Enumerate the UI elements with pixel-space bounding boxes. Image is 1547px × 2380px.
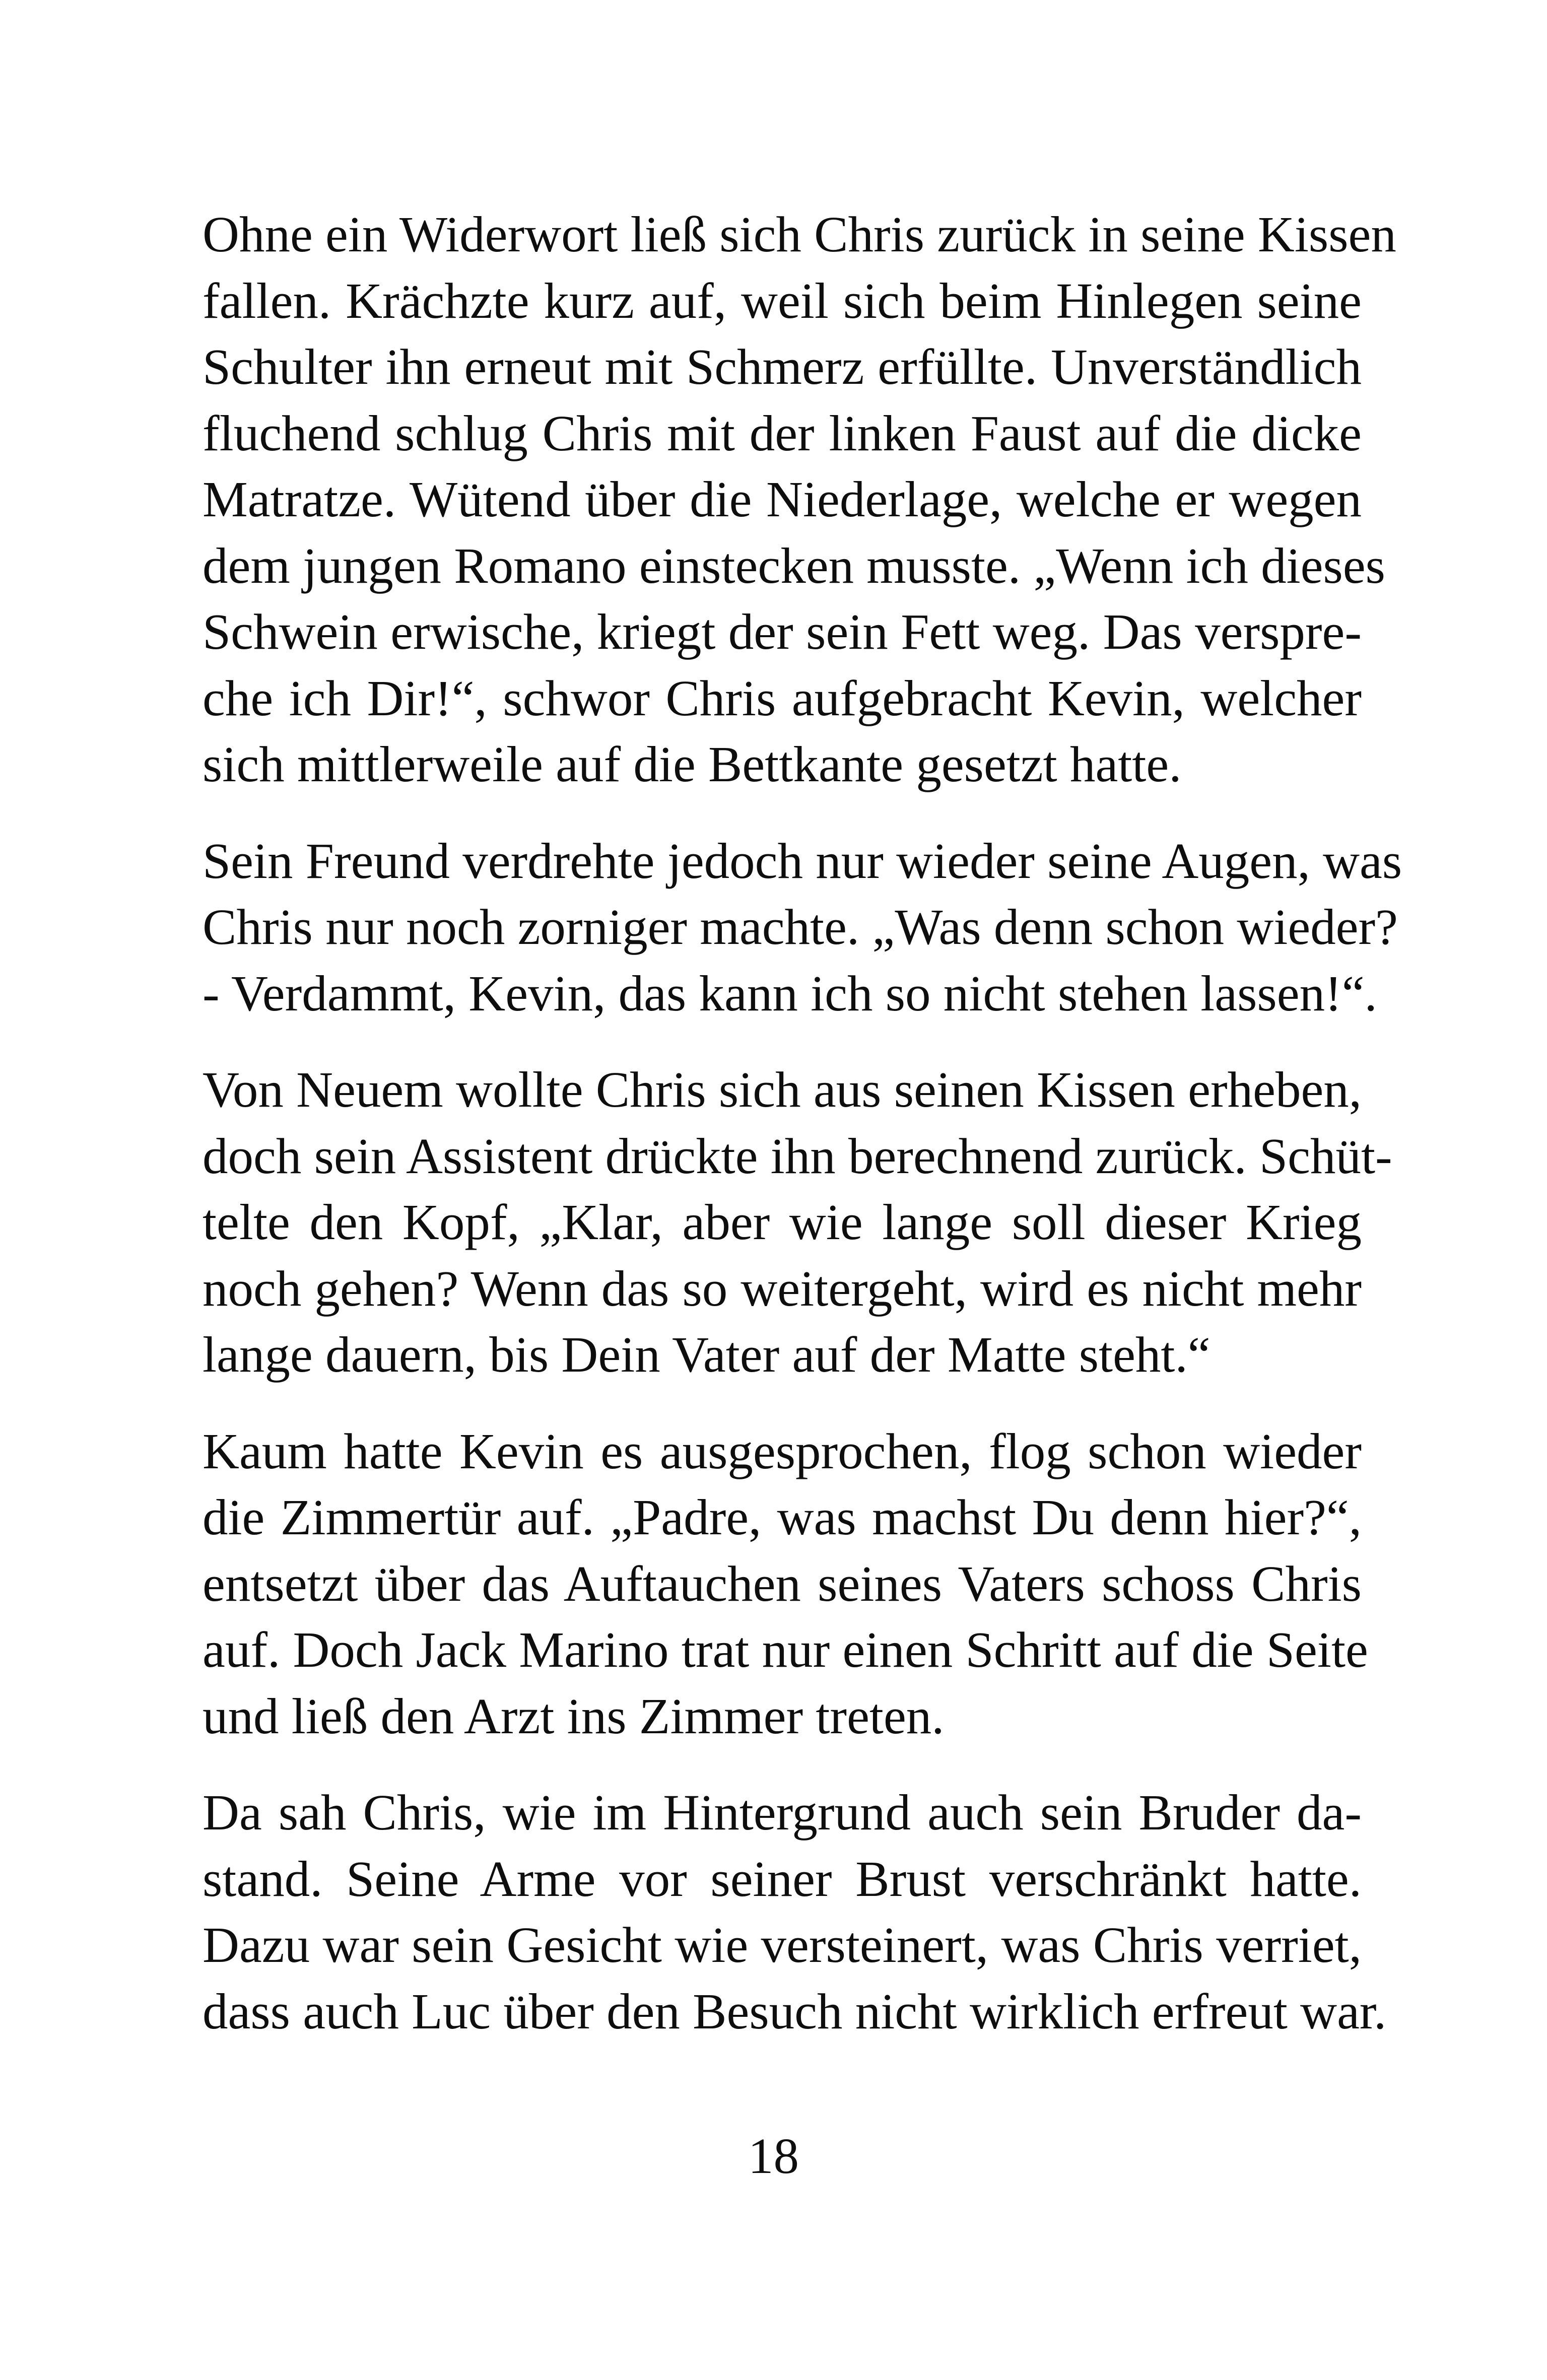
text-line: dass auch Luc über den Besuch nicht wirklich erfreut war. [203, 1983, 1387, 2039]
text-line: auf. Doch Jack Marino trat nur einen Schritt auf die Seite [203, 1621, 1368, 1678]
text-line: lange dauern, bis Dein Vater auf der Matte steht.“ [203, 1326, 1210, 1383]
text-line: fallen. Krächzte kurz auf, weil sich beim Hinlegen seine [203, 272, 1362, 329]
text-line: Matratze. Wütend über die Niederlage, welche er wegen [203, 471, 1362, 527]
text-line: Sein Freund verdrehte jedoch nur wieder seine Augen, was [203, 832, 1402, 889]
text-line: Schulter ihn erneut mit Schmerz erfüllte. Unverständlich [203, 338, 1362, 395]
text-line: und ließ den Arzt ins Zimmer treten. [203, 1687, 945, 1744]
text-line: Von Neuem wollte Chris sich aus seinen Kissen erheben, [203, 1061, 1362, 1118]
text-line: fluchend schlug Chris mit der linken Faust auf die dicke [203, 404, 1362, 461]
text-line: doch sein Assistent drückte ihn berechnend zurück. Schüt- [203, 1127, 1392, 1184]
text-line: Dazu war sein Gesicht wie versteinert, was Chris verriet, [203, 1917, 1362, 1973]
text-line: stand. Seine Arme vor seiner Brust verschränkt hatte. [203, 1850, 1362, 1907]
text-line: Da sah Chris, wie im Hintergrund auch sein Bruder da- [203, 1784, 1362, 1841]
paragraph-4 [203, 1418, 1368, 1750]
paragraph-2 [203, 828, 1402, 1027]
text-line: sich mittlerweile auf die Bettkante gesetzt hatte. [203, 736, 1182, 792]
text-line: Chris nur noch zorniger machte. „Was denn schon wieder? [203, 899, 1398, 955]
text-line: che ich Dir!“, schwor Chris aufgebracht Kevin, welcher [203, 669, 1362, 726]
body-text [203, 201, 1402, 2075]
page-number: 18 [748, 2128, 799, 2184]
text-line: dem jungen Romano einstecken musste. „Wenn ich dieses [203, 537, 1385, 594]
text-line: Schwein erwische, kriegt der sein Fett weg. Das verspre- [203, 603, 1362, 660]
paragraph-5 [203, 1780, 1387, 2045]
paragraph-3 [203, 1057, 1392, 1388]
text-line: die Zimmertür auf. „Padre, was machst Du denn hier?“, [203, 1489, 1362, 1545]
text-line: entsetzt über das Auftauchen seines Vaters schoss Chris [203, 1555, 1362, 1612]
text-line: Ohne ein Widerwort ließ sich Chris zurück in seine Kissen [203, 206, 1396, 262]
text-line: Kaum hatte Kevin es ausgesprochen, flog schon wieder [203, 1422, 1362, 1479]
text-line: telte den Kopf, „Klar, aber wie lange soll dieser Krieg [203, 1194, 1362, 1250]
text-line: - Verdammt, Kevin, das kann ich so nicht stehen lassen!“. [203, 965, 1377, 1022]
paragraph-1 [203, 201, 1396, 798]
text-line: noch gehen? Wenn das so weitergeht, wird es nicht mehr [203, 1260, 1362, 1317]
